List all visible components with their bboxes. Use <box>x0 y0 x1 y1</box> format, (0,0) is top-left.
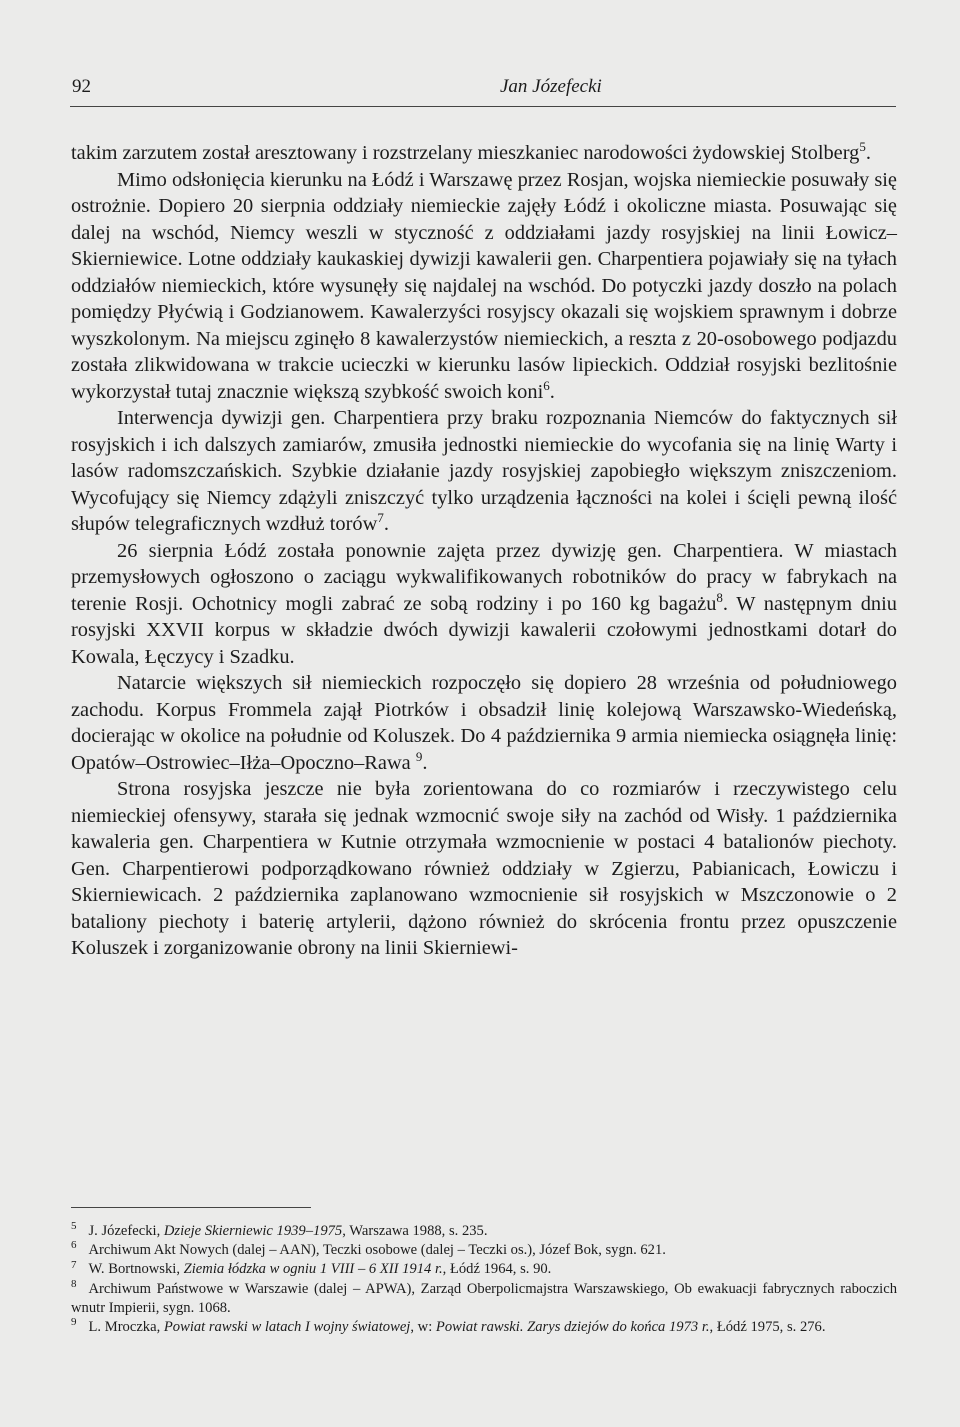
paragraph <box>71 670 897 776</box>
footnote-number: 6 <box>71 1239 77 1252</box>
text-run: . <box>865 142 871 164</box>
footnotes <box>71 1222 897 1337</box>
italic-title: Ziemia łódzka w ogniu 1 VIII – 6 XII 1914 r. <box>183 1261 443 1278</box>
footnote <box>71 1318 897 1337</box>
footnote-number: 9 <box>71 1316 77 1329</box>
body-text <box>71 140 897 962</box>
text-run: , Łódź 1964, s. 90. <box>442 1261 552 1278</box>
text-run: Interwencja dywizji gen. Charpentiera przy braku rozpoznania Niemców do faktycznych sił rosyjskich i ich dalszych zamiarów, zmusiła jednostki niemieckie do wycofania się na linię Warty i lasów radomszczańskich. Szybkie działanie jazdy rosyjskiej zapobiegło większym zniszczeniom. Wycofujący się Niemcy zdążyli zniszczyć tylko urządzenia łączności na kolei i ścięli pewną ilość słupów telegraficznych wzdłuż torów <box>71 407 897 535</box>
text-run: Archiwum Akt Nowych (dalej – AAN), Teczki osobowe (dalej – Teczki os.), Józef Bok, sygn. 621. <box>88 1242 666 1259</box>
paragraph <box>71 405 897 538</box>
italic-title: Powiat rawski. Zarys dziejów do końca 1973 r. <box>435 1319 710 1336</box>
text-run: . <box>383 513 389 535</box>
footnote <box>71 1260 897 1279</box>
footnote <box>71 1222 897 1241</box>
text-run: L. Mroczka, <box>88 1319 164 1336</box>
text-run: J. Józefecki, <box>88 1223 164 1239</box>
footnote-reference: 7 <box>377 510 384 526</box>
text-run: . <box>549 380 555 403</box>
text-run: Strona rosyjska jeszcze nie była zorientowana do co rozmiarów i rzeczywistego celu niemieckiej ofensywy, starała się jednak wzmocnić swoje siły na zachód od Wisły. 1 października kawaleria gen. Charpentiera w Kutnie otrzymała wzmocnienie w postaci 4 batalionów piechoty. Gen. Charpentierowi podporządkowano również oddziały w Zgierzu, Pabianicach, Łowiczu i Skierniewicach. 2 października zaplanowano wzmocnienie sił rosyjskich w Mszczonowie o 2 bataliony piechoty i baterię artylerii, dążono również do skrócenia frontu przez opuszczenie Koluszek i zorganizowanie obrony na linii Skierniewi- <box>71 778 897 959</box>
text-run: , Łódź 1975, s. 276. <box>709 1319 826 1336</box>
text-run: Mimo odsłonięcia kierunku na Łódź i Warszawę przez Rosjan, wojska niemieckie posuwały się ostrożnie. Dopiero 20 sierpnia oddziały niemieckie zajęły Łódź i okoliczne miasta. Posuwając się dalej na wschód, Niemcy weszli w styczność z oddziałami jazdy rosyjskiej na linii Łowicz–Skierniewice. Lotne oddziały kaukaskiej dywizji kawalerii gen. Charpentiera pojawiały się na tyłach oddziałów niemieckich, które wysunęły się najdalej na wschód. Do potyczki jazdy doszło na polach pomiędzy Płyćwią i Godzianowem. Kawalerzyści rosyjscy okazali się wojskiem sprawnym i dobrze wyszkolonym. Na miejscu zginęło 8 kawalerzystów niemieckich, a reszta z 20-osobowego podjazdu została zlikwidowana w trakcie ucieczki w kierunku lasów lipieckich. Oddział rosyjski bezlitośnie wykorzystał tutaj znacznie większą szybkość swoich koni <box>71 168 897 403</box>
italic-title: Powiat rawski w latach I wojny światowej <box>163 1319 411 1336</box>
running-head: Jan Józefecki <box>500 76 602 97</box>
footnote-number: 5 <box>71 1220 77 1233</box>
paragraph <box>71 776 897 962</box>
page-number: 92 <box>72 76 91 97</box>
text-run: Archiwum Państwowe w Warszawie (dalej – APWA), Zarząd Oberpolicmajstra Warszawskiego, Ob ewakuacji fabrycznych raboczich wnutr Impierii, sygn. 1068. <box>71 1280 897 1316</box>
footnote-reference: 5 <box>859 139 866 155</box>
footnote-reference: 9 <box>415 748 423 764</box>
footnote-number: 8 <box>71 1277 77 1290</box>
footnote-number: 7 <box>71 1258 77 1271</box>
footnote <box>71 1277 897 1318</box>
text-run: Natarcie większych sił niemieckich rozpoczęło się dopiero 28 września od południowego zachodu. Korpus Frommela zajął Piotrków i obsadził linię kolejową Warszawsko-Wiedeńską, docierając w okolice na południe od Koluszek. Do 4 października 9 armia niemiecka osiągnęła linię: Opatów–Ostrowiec–Iłża–Opoczno–Rawa <box>71 672 897 774</box>
text-run: , Warszawa 1988, s. 235. <box>342 1223 488 1239</box>
footnote-separator <box>71 1207 311 1208</box>
paragraph <box>71 538 897 671</box>
text-run: , w: <box>410 1319 436 1336</box>
page-header <box>70 72 896 107</box>
footnote-reference: 6 <box>543 377 550 393</box>
paragraph <box>71 167 897 406</box>
footnote <box>71 1241 897 1260</box>
text-run: 26 sierpnia Łódź została ponownie zajęta przez dywizję gen. Charpentiera. W miastach przemysłowych ogłoszono o zaciągu wykwalifikowanych robotników do pracy w fabrykach na terenie Rosji. Ochotnicy mogli zabrać ze sobą rodziny i po 160 kg bagażu <box>71 539 897 615</box>
italic-title: Dzieje Skierniewic 1939–1975 <box>163 1223 343 1239</box>
text-run: W. Bortnowski, <box>88 1261 184 1278</box>
paragraph <box>71 140 897 167</box>
text-run: takim zarzutem został aresztowany i rozstrzelany mieszkaniec narodowości żydowskiej Stolberg <box>71 142 860 164</box>
text-run: . <box>422 751 428 774</box>
footnote-reference: 8 <box>716 589 723 605</box>
text-run: . W następnym dniu rosyjski XXVII korpus w składzie dwóch dywizji kawalerii czołowymi jednostkami dotarł do Kowala, Łęczycy i Szadku. <box>71 592 897 668</box>
